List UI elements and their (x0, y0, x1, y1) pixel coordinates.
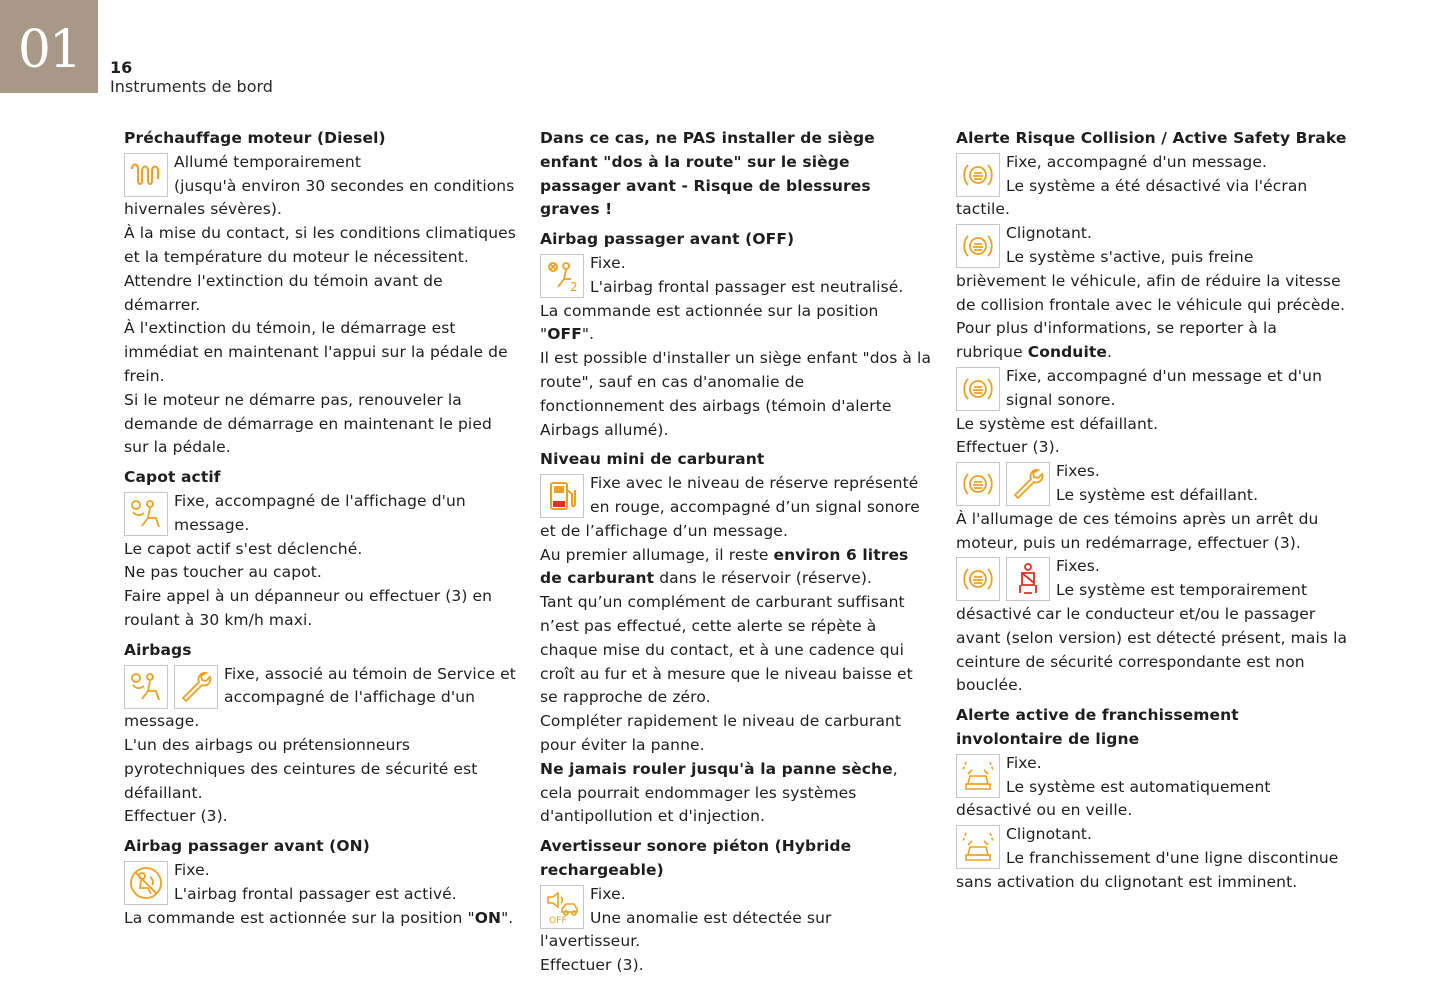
hood-p1: Le capot actif s'est déclenché. (124, 539, 363, 558)
airbag-person-icon (124, 665, 168, 709)
lane-section (956, 704, 1348, 894)
collision-e-line1: Fixes. (1056, 557, 1100, 576)
lane-departure-icon (956, 754, 1000, 798)
airbag-person-icon (124, 492, 168, 536)
fuel-title: Niveau mini de carburant (540, 450, 765, 469)
collision-title: Alerte Risque Collision / Active Safety Brake (956, 129, 1347, 147)
svg-text:2: 2 (570, 279, 578, 294)
hood-section (124, 466, 516, 633)
collision-d-line2: Le système est défaillant. (1056, 485, 1259, 504)
warning-section (540, 127, 932, 222)
airbags-title: Airbags (124, 640, 192, 659)
preheat-line2: (jusqu'à environ 30 secondes en conditions hivernales sévères). (124, 176, 515, 219)
child-seat-warning: Dans ce cas, ne PAS installer de siège enfant "dos à la route" sur le siège passager avant - Risque de blessures graves ! (540, 129, 875, 219)
collision-b-line2: Le système s'active, puis freine brièvement le véhicule, afin de réduire la vitesse de collision frontale avec le véhicule qui précède. (956, 247, 1346, 314)
collision-alert-icon (956, 462, 1000, 506)
pedestrian-p1: Effectuer (3). (540, 956, 644, 975)
column-3 (956, 127, 1348, 901)
preheat-title: Préchauffage moteur (Diesel) (124, 129, 386, 147)
collision-alert-icon (956, 557, 1000, 601)
airbag-off-icon (540, 254, 584, 298)
page-number: 16 (110, 58, 133, 77)
lane-a-line1: Fixe. (1006, 753, 1042, 772)
preheat-line1: Allumé temporairement (174, 152, 362, 171)
pedestrian-section (540, 835, 932, 978)
seatbelt-icon (1006, 557, 1050, 601)
lane-title: Alerte active de franchissement involontaire de ligne (956, 706, 1239, 748)
airbags-section (124, 639, 516, 829)
airbag-off-section (540, 228, 932, 442)
fuel-p4: Ne jamais rouler jusqu'à la panne sèche, cela pourrait endommager les systèmes d'antipollution et d'injection. (540, 759, 898, 826)
airbag-on-line1: Fixe. (174, 860, 210, 879)
airbag-off-line1: Fixe. (590, 253, 626, 272)
preheat-p4: Si le moteur ne démarre pas, renouveler la demande de démarrage en maintenant le pied sur la pédale. (124, 390, 492, 457)
airbags-p1: L'un des airbags ou prétensionneurs pyrotechniques des ceintures de sécurité est défaillant. (124, 735, 478, 802)
hood-p3: Faire appel à un dépanneur ou effectuer (3) en roulant à 30 km/h maxi. (124, 587, 493, 629)
column-2 (540, 127, 932, 984)
chapter-number: 01 (17, 20, 81, 80)
horn-off-label: OFF (549, 915, 567, 925)
airbag-on-section (124, 835, 516, 930)
collision-alert-icon (956, 224, 1000, 268)
airbag-off-p2: Il est possible d'installer un siège enfant "dos à la route", sauf en cas d'anomalie de fonctionnement des airbags (témoin d'alerte Airbags allumé). (540, 349, 932, 439)
preheat-p3: À l'extinction du témoin, le démarrage est immédiat en maintenant l'appui sur la pédale de frein. (124, 319, 508, 385)
fuel-pump-icon (540, 474, 584, 518)
airbag-on-p1: La commande est actionnée sur la position "ON". (124, 908, 514, 927)
collision-d-line1: Fixes. (1056, 462, 1100, 481)
pedestrian-horn-off-icon (540, 885, 584, 929)
airbag-off-p1: La commande est actionnée sur la position "OFF". (540, 301, 879, 344)
hood-line1: Fixe, accompagné de l'affichage d'un message. (174, 491, 466, 534)
pedestrian-line2: Une anomalie est détectée sur l'avertisseur. (540, 908, 832, 951)
collision-d-p1: À l'allumage de ces témoins après un arrêt du moteur, puis un redémarrage, effectuer (3). (956, 509, 1319, 552)
airbags-line1: Fixe, associé au témoin de Service et accompagné de l'affichage d'un message. (124, 664, 516, 731)
airbag-off-title: Airbag passager avant (OFF) (540, 230, 795, 249)
fuel-line1: Fixe avec le niveau de réserve représenté en rouge, accompagné d’un signal sonore et de l’affichage d’un message. (540, 474, 920, 540)
collision-e-line2: Le système est temporairement désactivé car le conducteur et/ou le passager avant (selon version) est détecté présent, mais la ceinture de sécurité correspondante est non bouclée. (956, 581, 1348, 695)
fuel-p3: Compléter rapidement le niveau de carburant pour éviter la panne. (540, 712, 902, 754)
collision-a-line2: Le système a été désactivé via l'écran tactile. (956, 176, 1308, 219)
lane-a-line2: Le système est automatiquement désactivé ou en veille. (956, 777, 1271, 820)
collision-alert-icon (956, 367, 1000, 411)
pedestrian-title: Avertisseur sonore piéton (Hybride rechargeable) (540, 837, 852, 879)
wrench-icon (174, 665, 218, 709)
lane-b-line1: Clignotant. (1006, 825, 1093, 844)
collision-b-line1: Clignotant. (1006, 224, 1093, 243)
pedestrian-line1: Fixe. (590, 884, 626, 903)
collision-c-line1: Fixe, accompagné d'un message et d'un signal sonore. (1006, 366, 1323, 409)
collision-alert-icon (956, 153, 1000, 197)
preheat-section (124, 127, 516, 460)
collision-section (956, 127, 1348, 698)
lane-b-line2: Le franchissement d'une ligne discontinue sans activation du clignotant est imminent. (956, 848, 1339, 891)
chapter-tab (0, 0, 98, 93)
preheat-p1: À la mise du contact, si les conditions climatiques et la température du moteur le nécessitent. (124, 224, 516, 266)
airbag-off-line2: L'airbag frontal passager est neutralisé. (590, 277, 904, 296)
airbag-on-line2: L'airbag frontal passager est activé. (174, 884, 457, 903)
lane-departure-icon (956, 825, 1000, 869)
wrench-icon (1006, 462, 1050, 506)
collision-c-p1: Le système est défaillant. (956, 414, 1159, 433)
airbag-on-title: Airbag passager avant (ON) (124, 837, 370, 856)
preheat-coil-icon (124, 153, 168, 197)
hood-title: Capot actif (124, 468, 221, 487)
collision-b-p1: Pour plus d'informations, se reporter à la rubrique Conduite. (956, 319, 1278, 362)
airbags-p2: Effectuer (3). (124, 807, 228, 826)
fuel-section (540, 448, 932, 829)
section-title: Instruments de bord (110, 77, 273, 96)
fuel-p1: Au premier allumage, il reste environ 6 litres de carburant dans le réservoir (réserve). (540, 545, 909, 588)
hood-p2: Ne pas toucher au capot. (124, 563, 322, 582)
airbag-on-icon (124, 861, 168, 905)
column-1 (124, 127, 516, 936)
fuel-p2: Tant qu’un complément de carburant suffisant n’est pas effectué, cette alerte se répète à chaque mise du contact, et à une cadence qui croît au fur et à mesure que le niveau baisse et se rapproche de zéro. (540, 593, 913, 707)
collision-c-p2: Effectuer (3). (956, 438, 1060, 457)
preheat-p2: Attendre l'extinction du témoin avant de démarrer. (124, 271, 443, 314)
collision-a-line1: Fixe, accompagné d'un message. (1006, 152, 1268, 171)
